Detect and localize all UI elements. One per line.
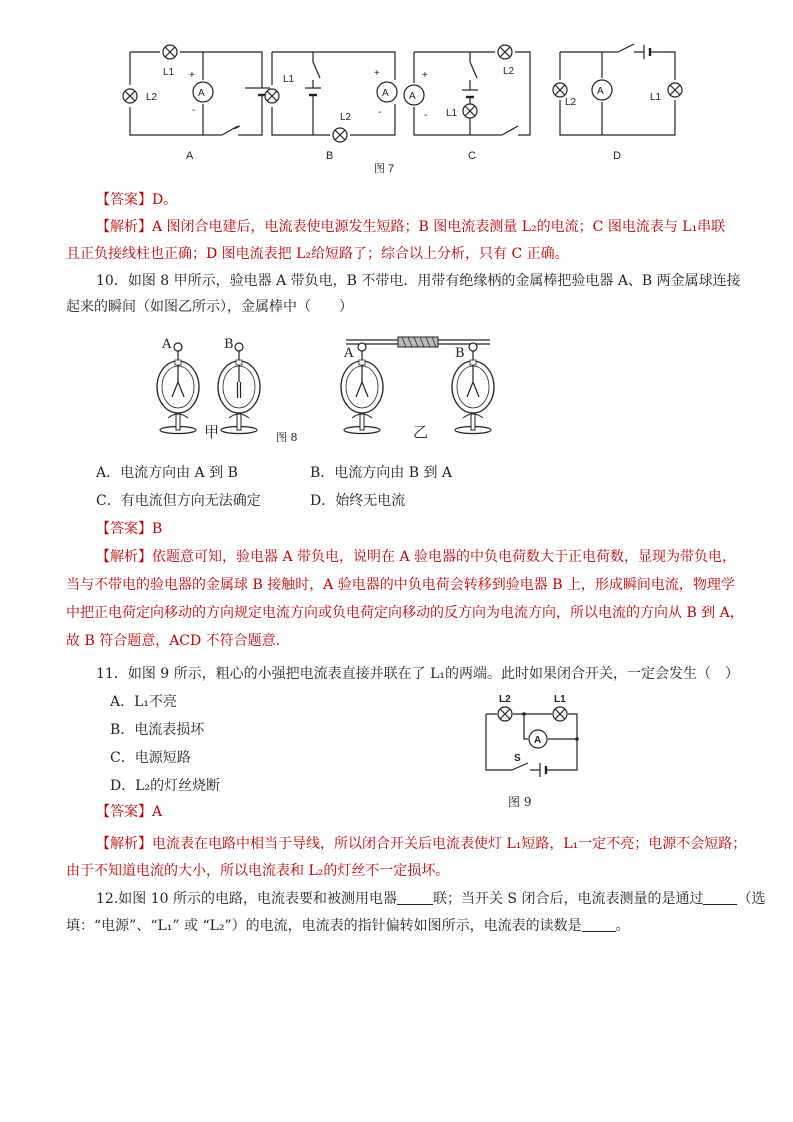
fig8-jia: 甲 <box>204 423 220 441</box>
q10-analysis-line1: 【解析】依题意可知，验电器 A 带负电，说明在 A 验电器的中负电荷数大于正电荷数，显现为带负电， <box>96 549 737 565</box>
q11-option-b: B．电流表损坏 <box>110 722 205 738</box>
fig7-label-c: C <box>468 150 476 162</box>
fig7-c-l2-label: L2 <box>503 66 515 77</box>
q11-option-c: C．电源短路 <box>110 750 191 766</box>
q11-option-d: D．L₂的灯丝烧断 <box>110 778 221 794</box>
q11-stem: 11．如图 9 所示，粗心的小强把电流表直接并联在了 L₁的两端。此时如果闭合开关，一定会发生（ ） <box>96 666 739 682</box>
q12-blank-2[interactable] <box>703 890 737 905</box>
q10-analysis-line3: 中把正电荷定向移动的方向规定电流方向或负电荷定向移动的反方向为电流方向，所以电流的方向从 B 到 A， <box>66 605 744 621</box>
q10-answer: 【答案】B <box>96 521 163 537</box>
fig7-a-ammeter: A <box>198 88 205 99</box>
fig9-caption: 图 9 <box>508 795 532 809</box>
q9-analysis-line1: 【解析】A 图闭合电建后，电流表使电源发生短路；B 图电流表测量 L₂的电流；C 图电流表与 L₁串联 <box>96 219 726 235</box>
q10-option-a: A．电流方向由 A 到 B <box>96 465 238 481</box>
fig7-a-l1-label: L1 <box>163 67 175 78</box>
fig8-jia-b-label: B <box>224 337 234 352</box>
svg-text:-: - <box>192 105 196 116</box>
svg-text:+: + <box>422 70 428 81</box>
q10-option-d: D．始终无电流 <box>310 493 406 509</box>
q11-analysis-line2: 由于不知道电流的大小，所以电流表和 L₂的灯丝不一定损坏。 <box>66 863 450 879</box>
svg-text:+: + <box>374 68 380 79</box>
fig8-yi: 乙 <box>413 423 429 441</box>
fig7-label-d: D <box>613 150 621 162</box>
fig7-d-l1-label: L1 <box>650 92 662 103</box>
q9-answer: 【答案】D。 <box>96 192 178 208</box>
q12-blank-1[interactable] <box>397 890 433 905</box>
fig7-a-l2-label: L2 <box>146 92 158 103</box>
svg-text:-: - <box>424 110 428 121</box>
q10-analysis-line4: 故 B 符合题意，ACD 不符合题意. <box>66 633 281 649</box>
fig9-switch-label: S <box>514 753 521 764</box>
q11-analysis-line1: 【解析】电流表在电路中相当于导线，所以闭合开关后电流表使灯 L₁短路，L₁一定不亮；电源不会短路； <box>96 836 747 852</box>
q12-blank-3[interactable] <box>582 917 616 932</box>
fig7-c-ammeter: A <box>409 91 416 102</box>
q11-option-a: A．L₁不亮 <box>110 694 178 710</box>
svg-text:-: - <box>378 107 382 118</box>
q10-stem-line2: 起来的瞬间（如图乙所示），金属棒中（ ） <box>66 299 353 315</box>
fig9-l1-label: L1 <box>554 694 566 705</box>
fig8-yi-b-label: B <box>455 346 465 361</box>
fig7-b-ammeter: A <box>382 88 389 99</box>
fig7-c-l1-label: L1 <box>446 108 458 119</box>
fig7-d-ammeter: A <box>597 86 604 97</box>
q10-stem-line1: 10．如图 8 甲所示，验电器 A 带负电，B 不带电．用带有绝缘柄的金属棒把验电器 A、B 两金属球连接 <box>96 273 741 289</box>
q12-line2: 填：“电源”、“L₁” 或 “L₂”）的电流，电流表的指针偏转如图所示，电流表的读数是 。 <box>66 918 630 934</box>
q10-option-c: C．有电流但方向无法确定 <box>96 493 261 509</box>
fig7-label-b: B <box>326 150 334 162</box>
q12-line1: 12.如图 10 所示的电路，电流表要和被测用电器 联；当开关 S 闭合后，电流表测量的是通过 （选 <box>96 891 766 907</box>
fig7-d-l2-label: L2 <box>565 97 577 108</box>
fig9-l2-label: L2 <box>499 694 511 705</box>
fig8-caption: 图 8 <box>276 431 298 444</box>
fig9-ammeter: A <box>534 735 542 746</box>
fig7-label-a: A <box>186 150 194 162</box>
fig8-yi-a-label: A <box>344 346 354 361</box>
fig7-caption: 图 7 <box>374 163 395 175</box>
q9-analysis-line2: 且正负接线柱也正确；D 图电流表把 L₂给短路了；综合以上分析，只有 C 正确。 <box>66 246 569 262</box>
q11-answer: 【答案】A <box>96 804 163 820</box>
q10-analysis-line2: 当与不带电的验电器的金属球 B 接触时，A 验电器的中负电荷会转移到验电器 B 上，形成瞬间电流，物理学 <box>66 577 735 593</box>
svg-text:+: + <box>189 70 195 81</box>
fig7-b-l2-label: L2 <box>340 112 352 123</box>
q10-option-b: B．电流方向由 B 到 A <box>310 465 453 481</box>
fig8-jia-a-label: A <box>162 337 172 352</box>
fig7-b-l1-label: L1 <box>283 74 295 85</box>
